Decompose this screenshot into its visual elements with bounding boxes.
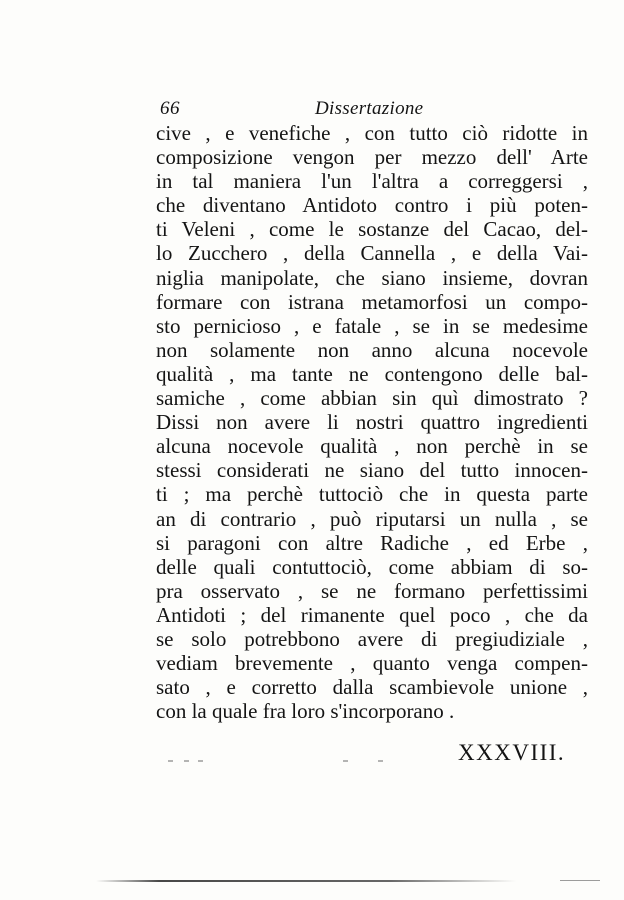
bottom-edge-rule [96,880,516,882]
text-line: non solamente non anno alcuna nocevole [156,337,588,362]
text-line: si paragoni con altre Radiche , ed Erbe , [156,530,588,555]
text-line: pra osservato , se ne formano perfettissimi [156,578,588,603]
text-line: stessi considerati ne siano del tutto innocen- [156,458,588,483]
text-line: delle quali contuttociò, come abbiam di so- [156,554,588,579]
text-line: formare con istrana metamorfosi un compo- [156,289,588,314]
text-line: an di contrario , può riputarsi un nulla , se [156,506,588,531]
text-line: sato , e corretto dalla scambievole unione , [156,675,588,700]
text-line: se solo potrebbono avere di pregiudiziale , [156,626,588,651]
text-line: in tal maniera l'un l'altra a correggersi , [156,169,588,194]
text-line: ti Veleni , come le sostanze del Cacao, del- [156,217,588,242]
text-line: vediam brevemente , quanto venga compen- [156,651,588,676]
text-line: sto pernicioso , e fatale , se in se medesime [156,313,588,338]
show-through-marks [168,760,388,768]
text-line: che diventano Antidoto contro i più poten- [156,193,588,218]
bottom-edge-mark [560,880,600,881]
text-line: niglia manipolate, che siano insieme, dovran [156,265,588,290]
text-line: alcuna nocevole qualità , non perchè in se [156,434,588,459]
page-header [160,98,560,122]
text-line: Dissi non avere li nostri quattro ingredienti [156,410,588,435]
body-text [156,121,588,723]
section-number: XXXVIII. [458,740,566,765]
text-line: samiche , come abbian sin quì dimostrato ? [156,386,588,411]
page-number: 66 [160,98,180,119]
text-line: cive , e venefiche , con tutto ciò ridotte in [156,121,588,145]
text-line: composizione vengon per mezzo dell' Arte [156,145,588,170]
text-line: lo Zucchero , della Cannella , e della Vai- [156,241,588,266]
text-line: qualità , ma tante ne contengono delle bal- [156,361,588,386]
text-line: Antidoti ; del rimanente quel poco , che da [156,602,588,627]
text-line: con la quale fra loro s'incorporano . [156,699,455,724]
text-line: ti ; ma perchè tuttociò che in questa parte [156,482,588,507]
running-head: Dissertazione [315,98,424,119]
